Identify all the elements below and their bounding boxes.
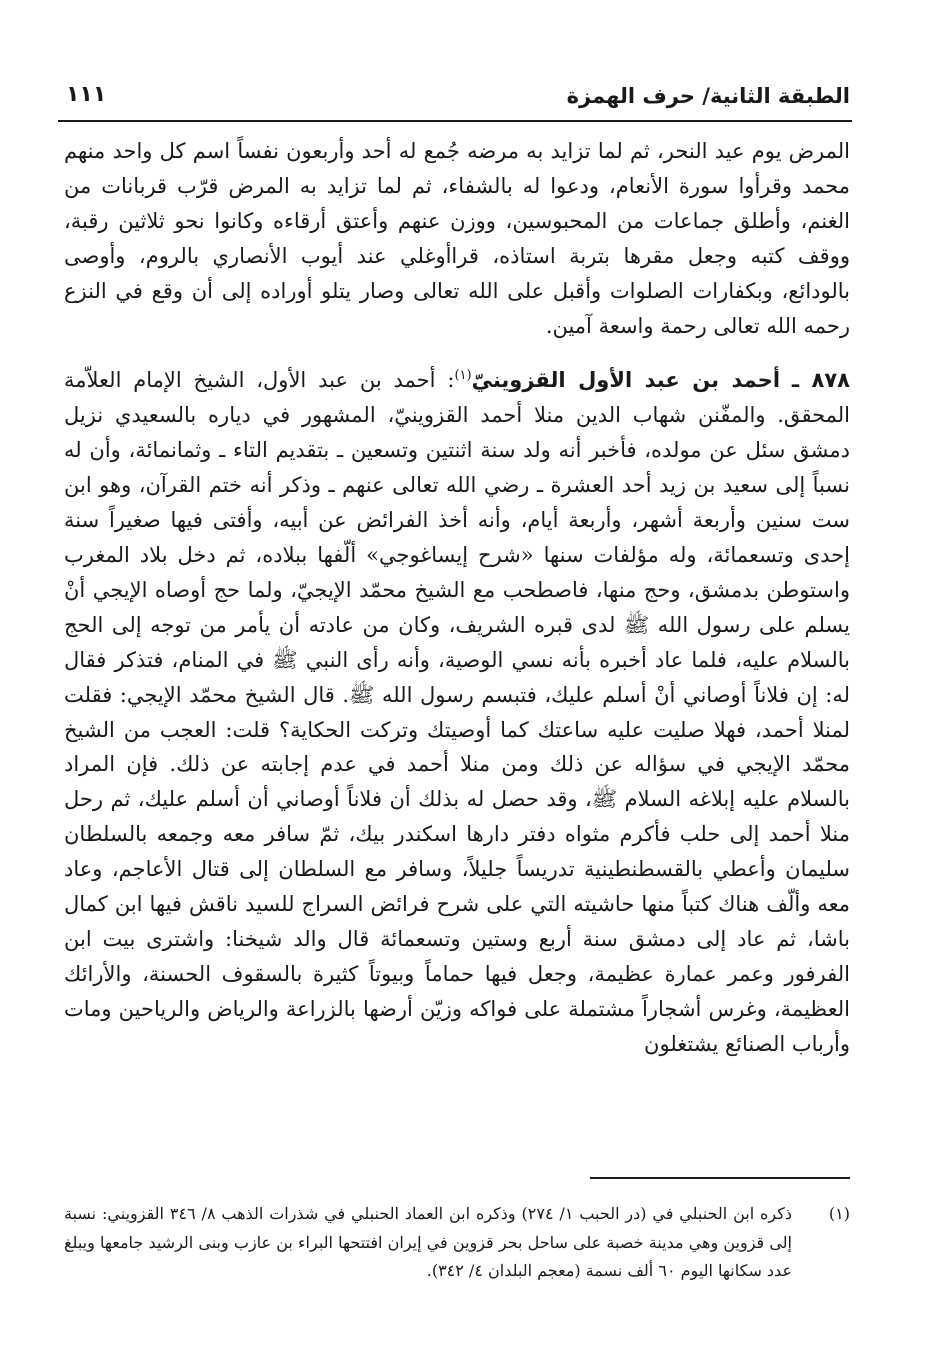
paragraph-entry-878 [64, 363, 850, 1061]
running-title: الطبقة الثانية/ حرف الهمزة [566, 84, 850, 108]
footnote-reference[interactable]: (١) [454, 368, 472, 384]
footnote-number: (١) [828, 1204, 850, 1223]
header-rule [58, 120, 852, 122]
page-header [60, 80, 850, 120]
footnote-text: ذكره ابن الحنبلي في (در الحبب ١/ ٢٧٤) وذكره ابن العماد الحنبلي في شذرات الذهب ٨/ ٣٤٦ القزويني: نسبة إلى قزوين وهي مدينة خصبة على ساحل بحر قزوين في إيران افتتحها البراء بن عازب وبنى الرشيد جامعها ويبلغ عدد سكانها اليوم ٦٠ ألف نسمة (معجم البلدان ٤/ ٣٤٢). [64, 1204, 792, 1280]
main-text [64, 134, 850, 1062]
footnotes [64, 1200, 850, 1286]
entry-number: ٨٧٨ ـ [791, 368, 850, 393]
page-number: ١١١ [66, 82, 107, 107]
paragraph-continuation: المرض يوم عيد النحر، ثم لما تزايد به مرضه جُمع له أحد وأربعون نفساً اسم كل واحد منهم محمد وقرأوا سورة الأنعام، ودعوا له بالشفاء، ثم لما تزايد به المرض قرّب قربانات من الغنم، وأطلق جماعات من المحبوسين، ووزن عنهم وأعتق أرقاءه وكانوا نحو ثلاثين رقبة، ووقف كتبه وجعل مقرها بتربة استاذه، قراأوغلي عند أيوب الأنصاري بالروم، وأوصى بالودائع، وبكفارات الصلوات وأقبل على الله تعالى وصار يتلو أوراده إلى أن وقع في النزع رحمه الله تعالى رحمة واسعة آمين. [64, 139, 850, 338]
footnote-separator [590, 1177, 850, 1179]
entry-name: أحمد بن عبد الأول القزوينيّ [471, 368, 781, 393]
entry-text: : أحمد بن عبد الأول، الشيخ الإمام العلاّمة المحقق. والمفّنن شهاب الدين منلا أحمد القزوينيّ، المشهور في دياره بالسعيدي نزيل دمشق سئل عن مولده، فأخبر أنه ولد سنة اثنتين وتسعين ـ بتقديم التاء ـ وثمانمائة، وأن له نسباً إلى سعيد بن زيد أحد العشرة ـ رضي الله تعالى عنهم ـ وذكر أنه ختم القرآن، وهو ابن ست سنين وأربعة أشهر، وأربعة أيام، وأنه أخذ الفرائض عن أبيه، وأفتى فيها صغيراً سنة إحدى وتسعمائة، وله مؤلفات سنها «شرح إيساغوجي» ألّفها ببلاده، ثم دخل بلاد المغرب واستوطن بدمشق، وحج منها، فاصطحب مع الشيخ محمّد الإيجيّ، ولما حج أوصاه الإيجي أنْ يسلم على رسول الله ﷺ لدى قبره الشريف، وكان من عادته أن يأمر من توجه إلى الحج بالسلام عليه، فلما عاد أخبره بأنه نسي الوصية، وأنه رأى النبي ﷺ في المنام، فتذكر فقال له: إن فلاناً أوصاني أنْ أسلم عليك، فتبسم رسول الله ﷺ. قال الشيخ محمّد الإيجي: فقلت لمنلا أحمد، فهلا صليت عليه ساعتك كما أوصيتك وتركت الحكاية؟ قلت: العجب من الشيخ محمّد الإيجي في سؤاله عن ذلك ومن منلا أحمد في عدم إجابته عن ذلك. فإن المراد بالسلام عليه إبلاغه السلام ﷺ، وقد حصل له بذلك أن فلاناً أوصاني أن أسلم عليك، ثم رحل منلا أحمد إلى حلب فأكرم مثواه دفتر دارها اسكندر بيك، ثمّ سافر معه وجمعه بالسلطان سليمان وأعطي بالقسطنطينية تدريساً جليلاً، وسافر مع السلطان إلى قتال الأعاجم، وعاد معه وألّف هناك كتباً منها حاشيته التي على شرح فرائض السراج للسيد ناقش فيها ابن كمال باشا، ثم عاد إلى دمشق سنة أربع وستين وتسعمائة قال والد شيخنا: واشترى بيت ابن الفرفور وعمر عمارة عظيمة، وجعل فيها حماماً وبيوتاً كثيرة بالسقوف الحسنة، والأرائك العظيمة، وغرس أشجاراً مشتملة على فواكه وزيّن أرضها بالزراعة والرياض والرياحين ومات وأرباب الصنائع يشتغلون [64, 368, 850, 1056]
footnote-item [64, 1200, 850, 1286]
